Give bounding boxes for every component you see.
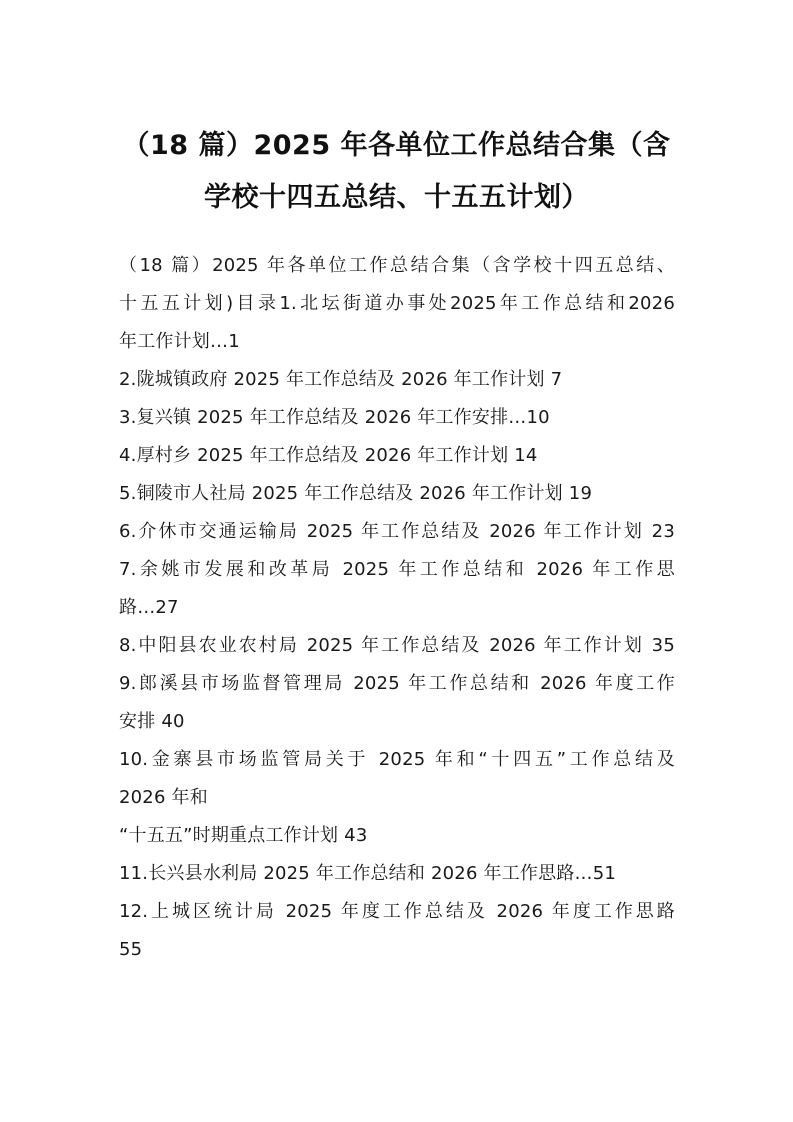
intro-line: （18 篇）2025 年各单位工作总结合集（含学校十四五总结、 — [119, 255, 675, 276]
toc-entry: 11.长兴县水利局 2025 年工作总结和 2026 年工作思路…51 — [119, 863, 617, 884]
table-of-contents — [119, 247, 675, 969]
toc-entry: “十五五”时期重点工作计划 43 — [119, 825, 368, 846]
toc-entry: 9.郎溪县市场监督管理局 2025 年工作总结和 2026 年度工作 — [119, 673, 675, 694]
toc-entry: 路…27 — [119, 597, 179, 618]
toc-entry: 55 — [119, 939, 143, 960]
toc-entry: 5.铜陵市人社局 2025 年工作总结及 2026 年工作计划 19 — [119, 483, 593, 504]
toc-entry: 6.介休市交通运输局 2025 年工作总结及 2026 年工作计划 23 — [119, 521, 675, 542]
toc-entry: 年工作计划…1 — [119, 331, 240, 352]
toc-entry: 10.金寨县市场监管局关于 2025 年和“十四五”工作总结及 — [119, 749, 675, 770]
toc-entry: 12.上城区统计局 2025 年度工作总结及 2026 年度工作思路 — [119, 901, 675, 922]
toc-entry: 2026 年和 — [119, 787, 208, 808]
toc-entry: 4.厚村乡 2025 年工作总结及 2026 年工作计划 14 — [119, 445, 538, 466]
intro-line: 十五五计划)目录1.北坛街道办事处2025年工作总结和2026 — [119, 293, 675, 314]
toc-entry: 安排 40 — [119, 711, 185, 732]
toc-entry: 8.中阳县农业农村局 2025 年工作总结及 2026 年工作计划 35 — [119, 635, 675, 656]
toc-entry: 3.复兴镇 2025 年工作总结及 2026 年工作安排…10 — [119, 407, 550, 428]
toc-entry: 2.陇城镇政府 2025 年工作总结及 2026 年工作计划 7 — [119, 369, 563, 390]
title-line: （18 篇）2025 年各单位工作总结合集（含 — [122, 130, 671, 161]
document-title — [100, 120, 693, 224]
title-line: 学校十四五总结、十五五计划） — [204, 182, 589, 213]
toc-entry: 7.余姚市发展和改革局 2025 年工作总结和 2026 年工作思 — [119, 559, 675, 580]
